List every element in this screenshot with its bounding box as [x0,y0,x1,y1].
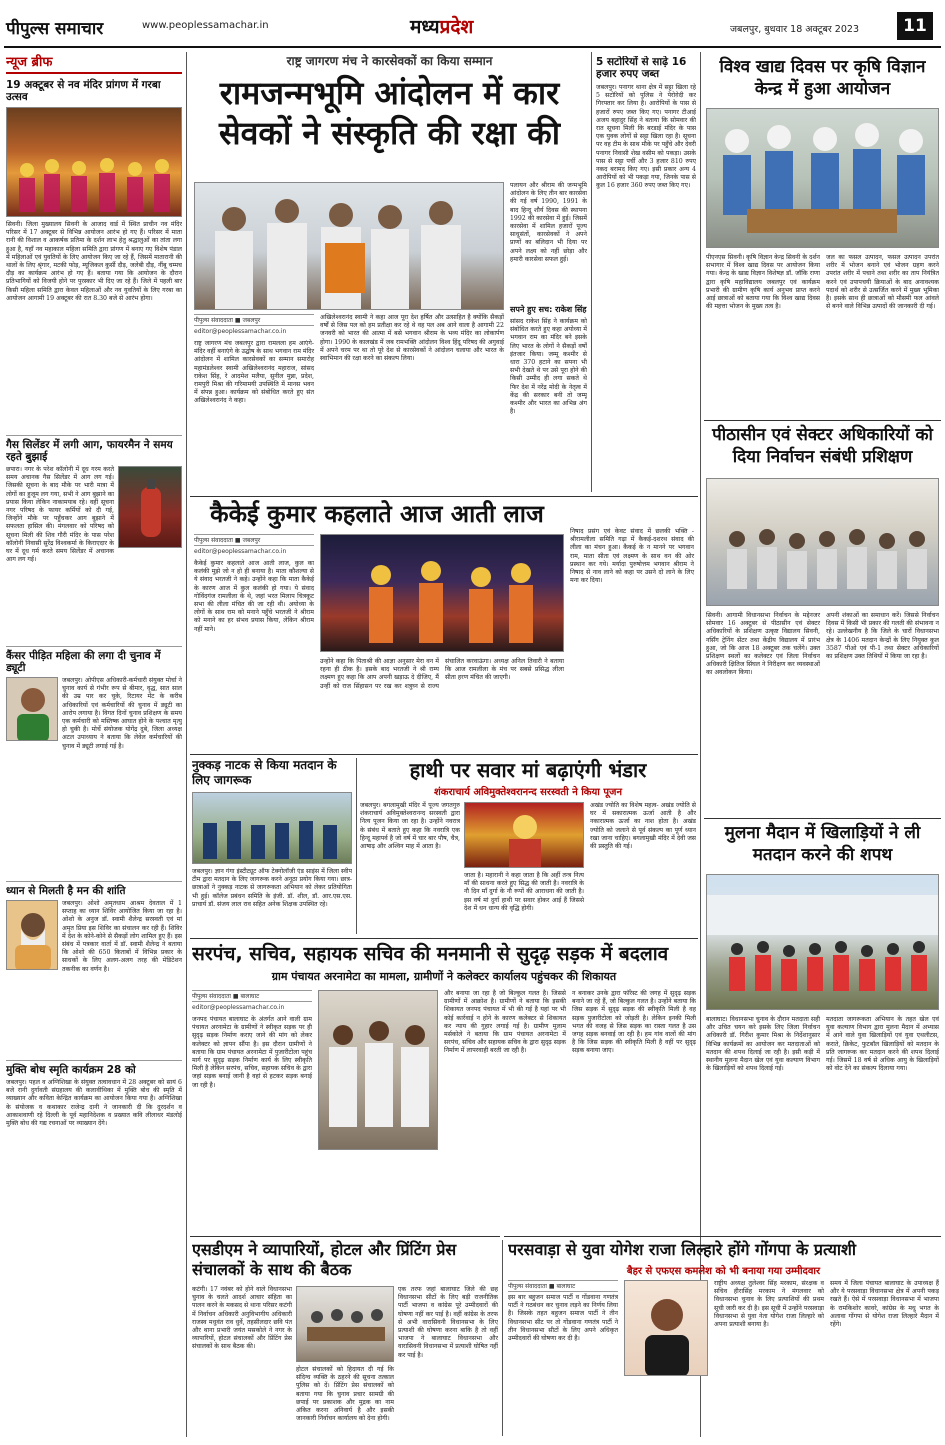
brief-body: जबलपुर। पहल व अग्निशिखा के संयुक्त तत्वावधान में 28 अक्टूबर को सायं 6 बजे रानी दुर्गावती संग्रहालय की कलावीथिका में मुक्ति बोध की स्मृति में व्याख्यान और कविता केन्द्रित कार्यक्रम का आयोजन किया गया है। अग्निशिखा के संयोजक व कथाकार राजेन्द्र दानी ने जानकारी दी कि दुरदर्शन व आकाशवाणी रहे दिल्ली के पूर्व महानिदेशक व प्रख्यात कवि लीलाधर मंडलोई मुक्ति बोध की गद्य रचनाओं पर व्याख्यान देंगे। [6,1079,182,1128]
section-rule [704,818,941,819]
sarpanch-col3-text: न बनाकर उनके द्वारा फॉरेस्ट की जगह में सुदृढ़ सड़क बनाने जा रहे हैं, जो बिल्कुल गलत है। उन्होंने बताया कि जिस सड़क में सुदृढ़ सड़क की स्वीकृति मिली है वह सड़क पुजारीटोला को जोड़ती है। लेकिन इनकी मिली भगत की वजह से जिस सड़क का रास्ता गलत है उस जगह सड़क बनवाई जा रही है। हम गांव वालों की मांग है कि जिस सड़क की स्वीकृति मिली है वहीं पर सुदृढ़ सड़क बनाया जाए। [572,990,696,1055]
person-icon [625,1281,708,1376]
column-rule [186,52,187,1437]
column-rule [502,1240,503,1436]
brief-body: छपारा। नगर के परेश कॉलोनी में दूध गरम करते समय अचानक गैस सिलेंडर में आग लग गई। जिसकी सूचना के बाद मौके पर भारी मात्रा में लोगों का हुजूम लग गया, सभी ने आग बुझाने का प्रयास किया लेकिन नाकामयाब रहे। वहीं सूचना नगर परिषद के फायर कर्मियों को दी गई, जिन्होंने मौके पर पहुँचकर आग बुझाने में सफलता हासिल की। मंगलवार को परिषद को सूचना मिली की शिव गौरी मंदिर के पास परेश कॉलोनी निवासी सुरेंद्र विश्वकर्मा के किराएदार के घर में दूध गर्म करते समय सिलेंडर में अचानक आग लग गई। [6,466,114,564]
lead-subhead-text: सांसद राकेश सिंह ने कार्यक्रम को संबोधित करते हुए कहा अयोध्या में भगवान राम का मंदिर बने इसके लिए भारत के लोगों ने सैकड़ों वर्षों इंतजार किया। जम्मू कश्मीर से धारा 370 हटाने का सपना भी सभी देखते थे पर उसे पूरा होने की किसी उम्मीद ही लगा सकते थे फिर देश में नरेंद्र मोदी के नेतृत्व में केंद्र की सरकार बनी तो जम्मू कश्मीर और भारत का अभिन्न अंग है। [510,318,587,416]
bhandar-photo [464,802,584,868]
kaikeyi-photo-figures [321,535,564,652]
kaikeyi-col1-text: कैकेई कुमार कहलाते आज आती लाज, कुल का कलंकी मुझे जो न हो ही बनाया है। माता कौशल्या से ये संवाद भरतजी ने कहे। उन्होंने कहा कि माता कैकेई के कारण आज में कुल कलंकी हो गया। ये संवाद गोविंदगंज रामलीला के थे, जहां भरत मिलाप चित्रकूट सभा की लीला मंचित की जा रही थी। अयोध्या के लोगों के साथ राम को मनाने पहुँचे भरतजी ने श्रीराम को मनाने का हर संभव प्रयास किया, लेकिन श्रीराम नहीं माने। [194,560,314,633]
training-col2-text: अपनी शंकाओं का समाधान करें। जिससे निर्वाचन दिवस में किसी भी प्रकार की गलती की संभावना न रहे। उल्लेखनीय है कि जिले के चारों विधानसभा क्षेत्र के 1406 मतदान केन्द्रों के लिए नियुक्त कुल 3587 पीओ एवं पी-1 तथा सेक्टर अधिकारियों का प्रशिक्षण उक्त तिथियों में किया जा रहा है। [826,612,939,661]
lead-subhead: सपने हुए सच: राकेश सिंह [510,305,587,314]
brief-item [6,646,182,877]
sdm-photo [296,1286,394,1362]
column-rule [700,52,701,1437]
brief-headline: गैस सिलेंडर में लगी आग, फायरमैन ने समय रहते बुझाई [6,439,173,463]
mulna-headline: मुलना मैदान में खिलाड़ियों ने ली मतदान करने की शपथ [724,823,921,865]
brief-body: जबलपुर। ओशो अमृतधाम आश्रम देवताल में 1 सप्ताह का ध्यान शिविर आयोजित किया जा रहा है। ओशो के अनुज डॉ. स्वामी शैलेन्द्र सरस्वती एवं मां अमृत प्रिया इस शिविर का संचालन कर रही हैं। शिविर में देश के कोने-कोने से सैकड़ों लोग शामिल हुए हैं। इस संबंध में पत्रकार वार्ता में डॉ. स्वामी शैलेन्द्र ने बताया कि ओशो की 650 किताबों में विभिन्न प्रकार के साधकों के लिए अलग-अलग तरह की मेडिटेशन तकनीक का वर्णन है। [62,900,182,973]
brief-body: सिवनी। जिला मुख्यालय सिवनी के आजाद वार्ड में स्थित प्राचीन नव मंदिर परिसर में 17 अक्टूबर से विभिन्न आयोजन आरंभ हो गए हैं। परिसर में माता रानी की विशाल व आकर्षक प्रतिमा के दर्शन लाभ हेतु श्रद्धालुओं का तांता लगा हुआ है, यहाँ नव महाकाल महिला समिति द्वारा प्रांगण में बनाए गए विशेष पंडाल में महिलाओं एवं युवतियों के लिए आयोजन किए जा रहे हैं, जिसमें मातारानी की थालों के लिए श्रृंगार, मटकी फोड़, म्यूजिकल कुर्सी दौड़, जलेबी दौड़, नींबू चम्मच दौड़ का कार्यक्रम आरंभ हो गए हैं। बताया गया कि आयोजन के दौरान प्रतिभागियों को विजयी होने पर पुरस्कार भी दिए जा रहे हैं। जिले में पहली बार किसी महिला समिति द्वारा केवल महिलाओं और नव युवतियों के लिए गरबा का आयोजन आगामी 19 अक्टूबर की रात 8.30 बजे से आरंभ होगा। [6,221,182,302]
nukkad-story [192,758,352,934]
brief-headline: कैंसर पीड़ित महिला की लगा दी चुनाव में ड्यूटी [6,650,161,674]
morcha-portrait [6,677,58,741]
betting-headline: 5 सटोरियों से साढ़े 16 हजार रुपए जब्त [596,56,687,80]
betting-story [596,56,696,492]
sarpanch-email: editor@peoplessamachar.co.in [192,1004,285,1011]
brand-logo: पीपुल्स समाचार [6,19,104,39]
food-day-photo [706,108,939,248]
brief-headline: मुक्ति बोध स्मृति कार्यक्रम 28 को [6,1064,136,1076]
sarpanch-subhead: ग्राम पंचायत अरनामेटा का मामला, ग्रामीणों ने कलेक्टर कार्यालय पहुंचकर की शिकायत [271,970,617,983]
kaikeyi-story [192,500,696,750]
training-story [706,424,939,814]
column-rule [356,758,357,934]
cylinder-photo [118,466,182,548]
sarpanch-col2-text: और बनाया जा रहा है जो बिल्कुल गलत है। जिससे ग्रामीणों में आक्रोश है। ग्रामीणों ने बताया कि इसकी शिकायत जनपद पंचायत में भी की गई है यहां पर भी कोई कार्रवाई न होने के कारण कलेक्टर से शिकायत कर न्याय की गुहार लगाई गई है। ग्रामीण मुलाम मर्सकोले ने बताया कि ग्राम पंचायत अरनामेटा में सरपंच, सचिव और सहायक सचिव के द्वारा सुदृढ़ सड़क निर्माण में लापरवाही बरती जा रही है। [444,990,566,1055]
brief-item [6,1060,182,1179]
section-rule [190,754,698,755]
page-number: 11 [897,12,933,40]
food-day-photo-figures [707,109,939,248]
lead-story [192,52,587,492]
sdm-col1-text: कटंगी। 17 नवंबर को होने वाले विधानसभा चुनाव के चलते आदर्श आचार संहिता का पालन करने के मकसद से थाना परिसर कटंगी में निर्वाचन अधिकारी अनुविभागीय अधिकारी राजस्व मधुवंत राव धुर्वे, तहसीलदार छवि पंत और थाना प्रभारी जयंत मसकोले ने नगर के व्यापारियों, होटल संचालकों और प्रिंटिंग प्रेस संचालकों के साथ बैठक की। [192,1286,292,1351]
lead-byline: पीपुल्स संवाददाता ■ जबलपुर [194,314,314,326]
person-icon [7,678,58,741]
garba-photo-figures [7,108,182,217]
yogesh-subhead: बैहर से एफएस कमलेश को भी बनाया गया उम्मीदवार [626,1266,821,1277]
bhandar-headline: हाथी पर सवार मां बढ़ाएंगी भंडार [409,758,647,782]
nukkad-body: जबलपुर। ज्ञान गंगा इंस्टीट्यूट ऑफ टेक्नोलॉजी एंड साइंस में जिला स्वीप टीम द्वारा मतदान के लिए जागरूक करने अनूठा प्रयोग किया गया। छात्र-छात्राओं ने नुक्कड़ नाटक से जागरूकता अभियान को लेकर प्रतियोगिता भी हुई। कॉलेज प्रबंधन समिति के इंजी. डॉ. शील, डॉ. आर.एस.एस. प्राचार्य डॉ. संजय लाल राव सहित अनेक शिक्षक उपस्थित रहे। [192,868,352,908]
kaikeyi-col2-text: उन्होंने कहा कि पिताश्री की आज्ञा अनुसार मेरा वन में रहना ही ठीक है। इसके बाद भरतजी ने श्री राम्य लक्ष्मण हुए कहा कि आप अपनी खड़ाऊ दे दीजिए, मैं उन्हीं को राज सिंहासन पर रख कर शत्रुघ्न से राज्य संचालित करवाऊंगा। अध्यक्ष अनिल तिवारी ने बताया कि आज रामलीला के मंच पर सबसे प्रसिद्ध लीला सीता हरण मंचित की जाएगी। [320,658,564,690]
website-url: www.peoplessamachar.in [142,20,269,31]
food-day-col1-text: पीएनएस सिवनी। कृषि विज्ञान केन्द्र सिवनी के दर्शन सभागार में विश्व खाद्य दिवस पर आयोजन किया गया। केन्द्र के खाद्य विज्ञान विशेषज्ञ डॉ. जॉकि राणा द्वारा कृषि महाविद्यालय जबलपुर एवं कार्यक्रम प्रभारी की ग्रामीण कृषि कार्य अनुभव प्राप्त करने आई छात्राओं को बताया गया कि विश्व खाद्य दिवस की महत्ता भोजन के मुख्य तत्व है। [706,254,820,311]
bhandar-col2-text: जाता है। महारानी ने कहा जाता है कि अहीं तन्त्र नित्य माँ की साधना करते हुए सिद्ध की जाती है। नवरात्रि के नौ दिन माँ दुर्गा के नौ रूपों की आराधना की जाती है। इस वर्ष मां दुर्गा हाथी पर सवार होकर आई हैं जिससे देश में धन धान्य की वृद्धि होगी। [464,872,584,912]
lead-photo-figures [195,183,504,310]
brief-label: न्यूज ब्रीफ [6,52,182,74]
yogesh-photo [624,1280,708,1376]
section-title-suffix: प्रदेश [439,16,474,38]
nukkad-headline: नुक्कड़ नाटक से किया मतदान के लिए जागरूक [192,758,337,787]
section-title-prefix: मध्य [410,16,440,38]
lead-kicker: राष्ट्र जागरण मंच ने कारसेवकों का किया सम्मान [286,54,493,68]
sarpanch-byline: पीपुल्स संवाददाता ■ बालाघाट [192,990,312,1002]
bhandar-story [360,758,696,934]
training-photo [706,478,939,606]
section-rule [190,496,698,497]
dateline: जबलपुर, बुधवार 18 अक्टूबर 2023 [730,24,859,35]
yogesh-col1-text: इस बार बहुजन समाज पार्टी व गोंडवाना गणतंत्र पार्टी ने गठबंधन कर चुनाव लड़ने का निर्णय लिया है। जिसके तहत बहुजन समाज पार्टी ने तीन विधानसभा सीट पर तो गोंडवाना गणतंत्र पार्टी ने तीन विधानसभा सीटों के लिए अपने अधिकृत उम्मीदवारों की घोषणा कर दी है। [508,1294,618,1343]
yogesh-col3-text: समय में जिला पंचायत बालाघाट के उपाध्यक्ष हैं और ये परसवाड़ा विधानसभा क्षेत्र में अपनी पकड़ रखते हैं। ऐसे में परसवाड़ा विधानसभा में भाजपा के रामकिशोर कावरे, कांग्रेस के मधु भगत के अलावा गोंगपा से योगेश राजा लिल्हारे मैदान में रहेंगे। [830,1280,939,1329]
section-title [410,13,473,39]
sarpanch-photo-figures [319,991,438,1150]
food-day-story [706,56,939,416]
food-day-headline: विश्व खाद्य दिवस पर कृषि विज्ञान केन्द्र में हुआ आयोजन [719,57,926,99]
news-brief-column [6,52,182,1437]
sdm-col3-text: एक तरफ जहां बालाघाट जिले की छह विधानसभा सीटों के लिए बड़ी राजनीतिक पार्टी भाजपा व कांग्रेस पूरे उम्मीदवारों की घोषणा नहीं कर पाई है। वहीं कांग्रेस के तरफ से अभी वारासिवनी विधानसभा के लिए प्रत्याशी की घोषणा करना बाकि है तो वहीं भाजपा ने बालाघाट विधानसभा और वारासिवनी विधानसभा में प्रत्याशी घोषित नहीं कर पाई है। [398,1286,498,1359]
bhandar-photo-figures [465,803,584,868]
sarpanch-story [192,942,696,1232]
lead-headline: रामजन्मभूमि आंदोलन में कार सेवकों ने संस्कृति की रक्षा की [219,74,560,152]
training-col1-text: सिवनी। आगामी विधानसभा निर्वाचन के मद्देनजर सोमवार 16 अक्टूबर से पीठासीन एवं सेक्टर अधिकारियों के प्रशिक्षण उत्कृष्ट विद्यालय सिवनी, नर्सिंग ट्रेनिंग सेंटर तथा केंद्रीय विद्यालय में प्रारंभ हुआ, जो कि आज 18 अक्टूबर तक चलेंगे। उक्त प्रशिक्षण स्थलों का कलेक्टर एवं जिला निर्वाचन अधिकारी क्षितिज सिंघल ने निरीक्षण कर व्यवस्थाओं का अवलोकन किया। [706,612,820,677]
section-rule [504,1236,941,1237]
sdm-story [192,1240,498,1436]
mulna-photo-figures [707,875,939,1010]
training-headline: पीठासीन एवं सेक्टर अधिकारियों को दिया निर्वाचन संबंधी प्रशिक्षण [712,425,933,467]
sarpanch-headline: सरपंच, सचिव, सहायक सचिव की मनमानी से सुदृढ़ सड़क में बदलाव [192,943,669,965]
betting-body: जबलपुर। पनागर थाना क्षेत्र में सट्टा खिला रहे 5 सटोरियों को पुलिस ने पेरोग़ेदी कर गिरफ्तार कर लिया है। आरोपियों के पास से हजारों रुपए जब्त किए गए। पनागर टीआई अजय बहादुर सिंह ने बताया कि सोमवार की रात सूचना मिली कि बरडाई मंदिर के पास एक युवक लोगों से सट्टा खिला रहा है। सूचना पर वह टीम के साथ मौके पर पहुँचे और देवरी पनागर निवासी शेख वसीम को पकड़ा। उसके पास से सट्टा पर्ची और 3 हजार 810 रुपए नकद बरामद किए गए। इसी प्रकार अन्य 4 आरोपियों को भी पकड़ा गया, जिनके पास से कुल 16 हजार 360 रुपए जब्त किए गए। [596,84,696,190]
sdm-headline: एसडीएम ने व्यापारियों, होटल और प्रिंटिंग प्रेस संचालकों के साथ की बैठक [192,1240,457,1279]
cylinder-icon [119,467,182,548]
brief-headline: ध्यान से मिलती है मन की शांति [6,885,126,897]
brief-body: जबलपुर। ओपीएस अधिकारी-कर्मचारी संयुक्त मोर्चा ने चुनाव कार्य से गंभीर रूप से बीमार, वृद्ध, सात साल की उम्र पार कर चुके, रिटायर मेंट के करीब अधिकारियों एवं कर्मचारियों की चुनाव में ड्यूटी का आरोप लगाया है। विगत दिनों चुनाव प्रशिक्षण के समय एक कर्मचारी को मस्तिष्क आघात होने के पश्चात मृत्यु हो चुकी है। मोर्चे संयोजक योगेंद्र दुबे, जिला अध्यक्ष अटल उपाध्याय ने बताया कि लेवेल कर्मचारियों की चुनाव में ड्यूटी लगाई गई है। [62,677,182,750]
kaikeyi-photo [320,534,564,652]
section-rule [190,1236,500,1237]
brief-item [6,435,182,642]
lead-col3-text: पलायन और श्रीराम की जन्मभूमि आंदोलन के लिए तीन बार कारसेवा की गई वर्ष 1990, 1991 के बाद हिन्दू शौर्य दिवस की स्थापना 1992 की कारसेवा में हुई। जिसमें कारसेवा में शामिल हजारों पूज्य साधुसंतों, कारसेवकों ने अपने प्राणों का बलिदान भी दिया पर अपने लक्ष्य को नहीं छोड़ा और हमारी कारसेवा सफल हुई। [510,182,587,263]
section-rule [190,938,698,939]
sdm-photo-figures [297,1287,394,1362]
mulna-story [706,822,939,1212]
lead-email: editor@peoplessamachar.co.in [194,328,287,335]
yogesh-col2-text: राष्ट्रीय अध्यक्ष तुलेश्वर सिंह मरकाम, संरक्षक व सचिव हीरासिंह मरकाम ने मंगलवार को विधानसभा चुनाव के लिए प्रत्याशियों की प्रथम सूची जारी कर दी है। इस सूची में उन्होंने परसवाड़ा विधानसभा से युवा नेता योगेश राजा लिल्हारे को अपना प्रत्याशी बनाया है। [714,1280,824,1329]
brief-item [6,881,182,1056]
mulna-photo [706,874,939,1010]
kaikeyi-byline: पीपुल्स संवाददाता ■ जबलपुर [194,534,314,546]
lead-col2-text: अखिलेश्वरानंद स्वामी ने कहा आज पूरा देश हर्षित और उत्साहित है क्योंकि सैकड़ों वर्षों से जिस पल को हम प्रतीक्षा कर रहे थे वह पल अब आने वाला है आगामी 22 जनवरी को भारत की आत्मा में बसे भगवान श्रीराम के भव्य मंदिर का लोकार्पण होगा। 1990 के कालखंड में जब रामभक्ति आंदोलन विश्व हिंदू परिषद की अगुवाई में अपने चरम पर था तो पूरे देश से कारसेवकों ने आंदोलन चलाया और भारत के स्वाभिमान की रक्षा करने का संकल्प लिया। [320,314,504,363]
sdm-col2-text: होटल संचालकों को हिदायत दी गई कि संदिग्ध व्यक्ति के ठहरने की सूचना तत्काल पुलिस को दें। प्रिंटिंग प्रेस संचालकों को बताया गया कि चुनाव प्रचार सामग्री की छपाई पर प्रकाशक और मुद्रक का नाम अंकित करना अनिवार्य है और इसकी जानकारी निर्वाचन कार्यालय को देना होगी। [296,1366,394,1423]
brief-item [6,79,182,431]
kaikeyi-headline: कैकेई कुमार कहलाते आज आती लाज [210,500,544,528]
lead-col1-text: राष्ट्र जागरण मंच जबलपुर द्वारा रामलला हम आएंगे-मंदिर वहीं बनाएंगे के उद्घोष के साथ भगवान राम मंदिर आंदोलन में शामिल कारसेवकों का सम्मान समारोह महामंडलेश्वर स्वामी अखिलेश्वरानंद महाराज, सांसद राकेश सिंह, रे आदमेश मलैया, सुनील मुन्ना, प्रदेश, रामपुरी मिश्रा की गरिमामयी उपस्थिति में मानस भवन में संपन्न हुआ। कार्यक्रम को संबोधित करते हुए संत अखिलेश्वरानंद ने कहा। [194,340,314,405]
mulna-col1-text: बालाघाट। विधानसभा चुनाव के दौरान मतदाता सही और उचित चयन करे इसके लिए जिला निर्वाचन अधिकारी डॉ. गिरीश कुमार मिश्रा के निर्देशानुसार विभिन्न कार्यक्रमों का आयोजन कर मतदाताओं को मतदान की शपथ दिलाई जा रही है। इसी कड़ी में स्थानीय मुलना मैदान खेल एवं युवा कल्याण विभाग के खिलाड़ियों को शपथ दिलाई गई। [706,1016,820,1073]
kaikeyi-email: editor@peoplessamachar.co.in [194,548,287,555]
brief-headline: 19 अक्टूबर से नव मंदिर प्रांगण में गरबा उत्सव [6,79,161,103]
bhandar-col1-text: जबलपुर। बगलामुखी मंदिर में पूज्य जगतगुरु शंकराचार्य अविमुक्तेश्वरानन्द सरस्वती द्वारा नित्य पूजन किया जा रहा है। उन्होंने नवरात्र के संबंध में बताते हुए कहा कि नवरात्रि एक हिन्दू महापर्व है जो वर्ष में चार बार पौष, चैत्र, आषाढ़ और अश्विन माह में आता है। [360,802,460,851]
masthead-rule [4,46,941,48]
sarpanch-col1-text: जनपद पंचायत बालाघाट के अंतर्गत आने वाली ग्राम पंचायत अरनामेटा के ग्रामीणों ने स्वीकृत सड़क पर ही सुदृढ़ सड़क निर्माण कराए जाने की मांग को लेकर कलेक्टर को ज्ञापन सौंपा है। इस दौरान ग्रामीणों ने बताया कि ग्राम पंचायत अरनामेटा में पुजारीटोला पहुंच मार्ग पर सुदृढ़ सड़क निर्माण कार्य के लिए स्वीकृति मिली है लेकिन सरपंच, सचिव, सहायक सचिव के द्वारा जहां सड़क बनाई जानी है वहां से हटकर सड़क बनाई जा रही है। [192,1016,312,1089]
bhandar-col3-text: अखंड ज्योति का विशेष महत्व- अखंड ज्योति से घर में सकारात्मक ऊर्जा आती है और नकारात्मक ऊर्जा का नाश होता है। अखंड ज्योति को जलाने से पूर्व संकल्प का पूर्ण ध्यान रखा जाना चाहिए। बगलामुखी मंदिर में देवी जस की प्रस्तुति की गई। [590,802,696,851]
osho-photo [6,900,58,970]
food-day-col2-text: जल का फसल उत्पादन, फसल उत्पादन उपरांत शरीर में भोजन बनाने एवं भोजन ग्रहण करने उपरांत शरीर में पचाने तथा शरीर का ताप नियंत्रित करने एवं उपापचयी क्रियाओं के बाद अनावश्यक पदार्थ को शरीर से उत्सर्जित करने में मुख्य भूमिका है। इसके साथ ही छात्राओं को मौसमी फल आंवले से बनने वाले विभिन्न उत्पादों की जानकारी दी गई। [826,254,939,311]
yogesh-headline: परसवाड़ा से युवा योगेश राजा लिल्हारे होंगे गोंगपा के प्रत्याशी [508,1240,857,1259]
kaikeyi-side-text: निषाद प्रसंग एवं केवट संवाद में छलकी भक्ति - श्रीरामलीला समिति गढ़ा में कैकई-दशरथ संवाद की लीला का मंचन हुआ। कैकई के न मानने पर भगवान राम, माता सीता एवं लक्ष्मण के साथ वन की ओर प्रस्थान कर गये। मर्यादा पुरुषोत्तम भगवान श्रीराम ने निषाद से नाव लाने को कहा पर उसने दो लाने के लिए मना कर दिया। [570,528,694,585]
mulna-col2-text: मतदाता जागरूकता अभियान के तहत खेल एवं युवा कल्याण विभाग द्वारा मुलना मैदान में अभ्यास में आने वाले युवा खिलाड़ियों एवं युवा एथलीटस, कराते, क्रिकेट, फुटबॉल खिलाड़ियों को मतदान के प्रति जागरूक कर मतदान करने की शपथ दिलाई गई। जिसमें 18 वर्ष से अधिक आयु के खिलाड़ियों को वोट देने का संकल्प दिलाया गया। [826,1016,939,1073]
masthead [0,0,945,48]
yogesh-story [508,1240,939,1436]
nukkad-photo [192,792,352,864]
training-photo-figures [707,479,939,606]
lead-photo [194,182,504,310]
nukkad-photo-figures [193,793,352,864]
bhandar-subhead: शंकराचार्य अविमुक्तेश्वरानन्द सरस्वती ने किया पूजन [433,787,623,798]
section-rule [704,420,941,421]
person-icon [7,901,58,970]
garba-photo [6,107,182,217]
sarpanch-photo [318,990,438,1150]
yogesh-byline: पीपुल्स संवाददाता ■ बालाघाट [508,1280,618,1292]
column-rule [591,52,592,492]
